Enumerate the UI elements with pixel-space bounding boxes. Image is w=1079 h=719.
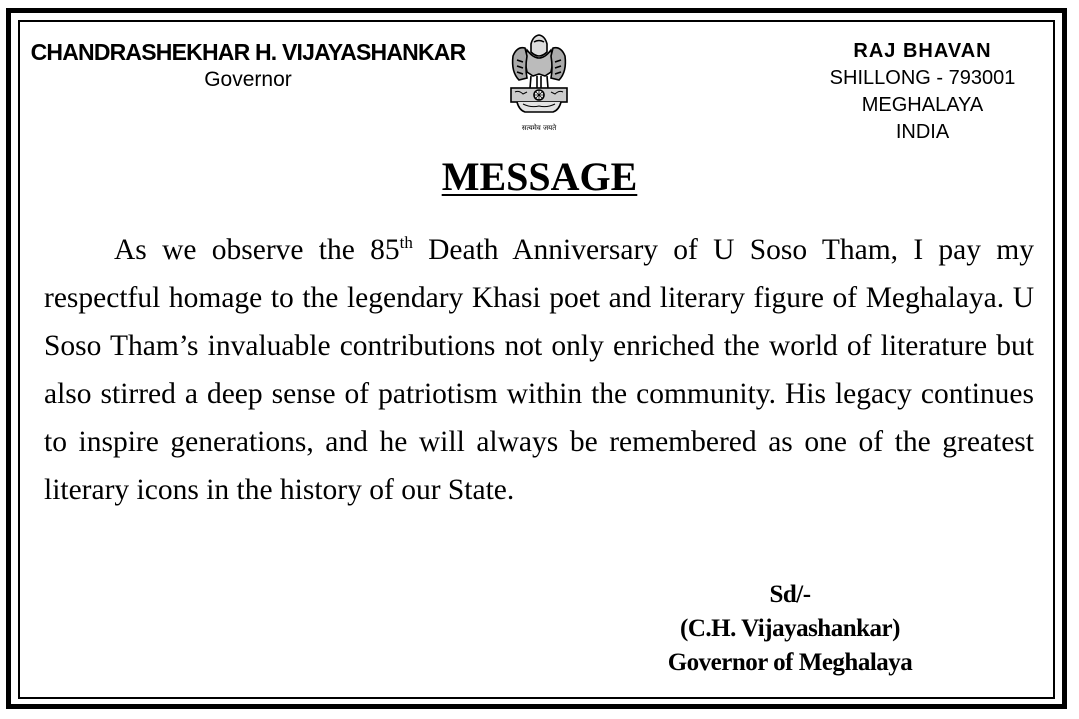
- address-block: [800, 38, 1045, 146]
- governor-name: CHANDRASHEKHAR H. VIJAYASHANKAR: [30, 39, 466, 65]
- sender-block: [28, 38, 468, 94]
- signature-designation: Governor of Meghalaya: [667, 649, 913, 676]
- address-state: MEGHALAYA: [861, 94, 984, 116]
- message-text-rest: Death Anniversary of U Soso Tham, I pay my respectful homage to the legendary Khasi poet and literary figure of Meghalaya. U Soso Tham’s invaluable contributions not only enriched the world of literature but also stirred a deep sense of patriotism within the community. His legacy continues to inspire generations, and he will always be remembered as one of the greatest literary icons in the history of our State.: [44, 234, 1035, 506]
- governor-title: Governor: [204, 68, 292, 91]
- address-country: INDIA: [895, 121, 950, 143]
- emblem-motto: सत्यमेव जयते: [521, 124, 557, 132]
- message-body: [44, 226, 1034, 514]
- message-heading: [0, 153, 1079, 201]
- heading-text: MESSAGE: [441, 154, 638, 199]
- office-name: RAJ BHAVAN: [853, 40, 992, 62]
- address-city: SHILLONG - 793001: [829, 67, 1016, 89]
- signature-name: (C.H. Vijayashankar): [680, 615, 900, 642]
- national-emblem-icon: [497, 30, 581, 138]
- signature-sd: Sd/-: [769, 581, 811, 608]
- ordinal-suffix: th: [399, 233, 413, 253]
- message-text-start: As we observe the 85: [114, 234, 400, 266]
- message-paragraph: [44, 226, 1034, 514]
